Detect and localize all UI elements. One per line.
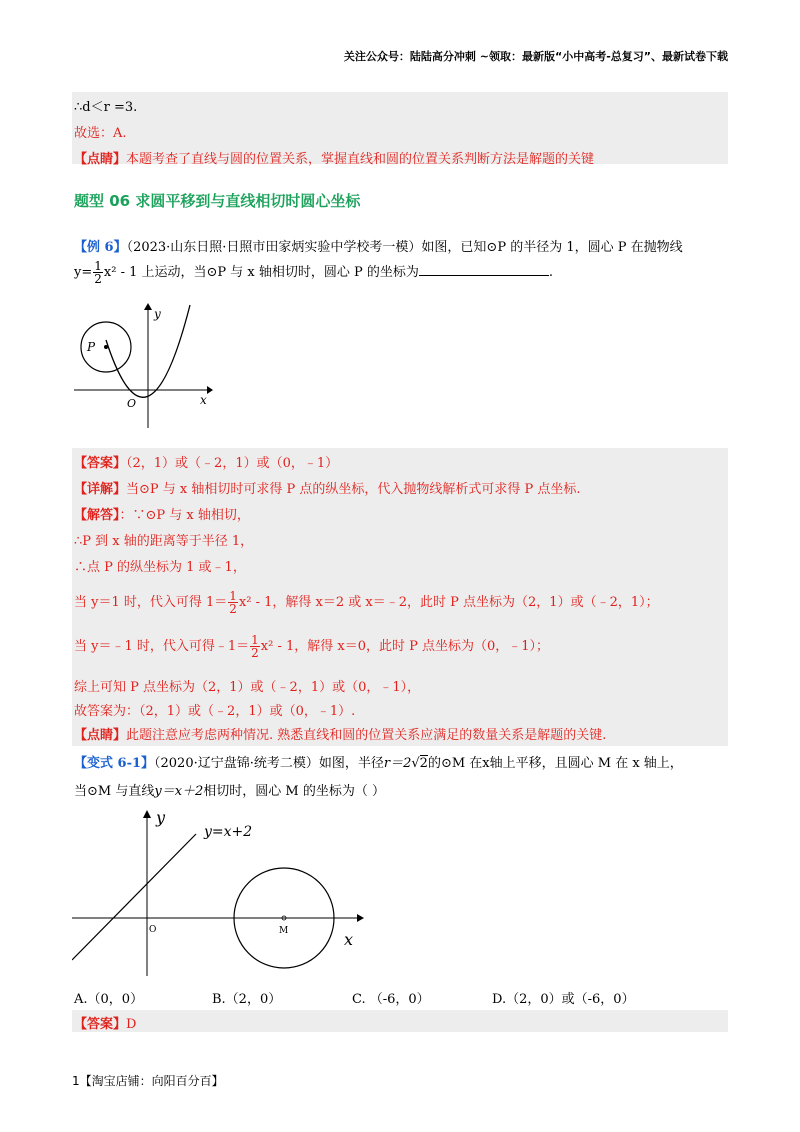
fraction-half-3 xyxy=(250,634,260,659)
line-equation: y＝x＋2 xyxy=(154,784,204,799)
variant-6-1-line1 xyxy=(74,752,683,771)
sqrt-symbol: √ xyxy=(411,756,420,771)
example-text: （2023·山东日照·日照市田家炳实验中学校考一模）如图，已知⊙P 的半径为 1，圆心 P 在抛物线 xyxy=(126,240,683,255)
y-axis-arrow-2 xyxy=(143,810,151,818)
option-b: B.（2，0） xyxy=(212,992,282,1007)
answer-6-line xyxy=(74,452,338,471)
variant-answer-line xyxy=(74,1013,136,1032)
label-p: P xyxy=(87,340,96,354)
label-o: O xyxy=(127,397,137,410)
frac-den-2: 2 xyxy=(229,602,237,616)
solve-step-3 xyxy=(74,590,659,615)
fraction-half-2 xyxy=(228,590,238,615)
frac-num-2: 1 xyxy=(229,589,237,603)
answer-var-box xyxy=(72,1010,728,1032)
detail-tag: 【详解】 xyxy=(74,482,127,497)
step4-pre: 当 y＝﹣1 时，代入可得﹣1＝ xyxy=(74,639,250,654)
prev-dianjing xyxy=(74,148,594,167)
solve-tag: 【解答】 xyxy=(74,508,120,523)
detail-line xyxy=(74,478,581,497)
variant-tag: 【变式 6-1】 xyxy=(74,756,155,771)
option-a: A.（0，0） xyxy=(74,992,144,1007)
section-title: 题型 06 求圆平移到与直线相切时圆心坐标 xyxy=(74,192,361,210)
step4-post: x² - 1，解得 x＝0，此时 P 点坐标为（0，﹣1）； xyxy=(260,639,550,654)
label-line: y=x+2 xyxy=(204,824,253,840)
center-p xyxy=(104,345,108,349)
example-6-line2 xyxy=(74,260,553,285)
fraction-half xyxy=(93,260,103,285)
radius-expr: r＝2 xyxy=(383,756,412,771)
answer-tag: 【答案】 xyxy=(74,456,127,471)
step3-post: x² - 1，解得 x＝2 或 x＝﹣2，此时 P 点坐标为（2，1）或（﹣2，1）； xyxy=(238,595,659,610)
variant-text-c: 当⊙M 与直线 xyxy=(74,784,155,799)
sqrt-radicand: 2 xyxy=(419,756,428,771)
label-x-2: x xyxy=(344,930,354,949)
y-axis-arrow xyxy=(144,303,152,310)
option-c: C. （-6，0） xyxy=(352,992,430,1007)
prev-conclusion: ∴d＜r =3. xyxy=(74,100,138,115)
prev-choice: 故选：A. xyxy=(74,126,127,141)
option-d: D.（2，0）或（-6，0） xyxy=(492,992,635,1007)
page-footer: 1【淘宝店铺：向阳百分百】 xyxy=(72,1074,224,1088)
variant-text-d: 相切时，圆心 M 的坐标为（ ） xyxy=(203,784,386,799)
variant-text-b: 的⊙M 在x轴上平移，且圆心 M 在 x 轴上， xyxy=(427,756,683,771)
dianjing-text-2: 此题注意应考虑两种情况. 熟悉直线和圆的位置关系应满足的数量关系是解题的关键. xyxy=(126,728,607,743)
x-axis-arrow-2 xyxy=(357,914,364,922)
dianjing-text: 本题考查了直线与圆的位置关系，掌握直线和圆的位置关系判断方法是解题的关键 xyxy=(126,152,595,167)
solve-text: ：∵⊙P 与 x 轴相切， xyxy=(119,508,250,523)
variant-text-a: （2020·辽宁盘锦·统考二模）如图，半径 xyxy=(154,756,384,771)
formula-y: y= xyxy=(74,265,93,280)
dianjing-line xyxy=(74,724,606,743)
example-tag: 【例 6】 xyxy=(74,240,127,255)
circle-line-figure xyxy=(72,808,372,978)
label-m: M xyxy=(279,926,289,936)
frac-num-3: 1 xyxy=(251,633,259,647)
page-header: 关注公众号：陆陆高分冲刺 ~领取：最新版“小中高考-总复习”、最新试卷下载 xyxy=(343,50,728,63)
frac-num: 1 xyxy=(94,259,102,273)
solve-step-1: ∴P 到 x 轴的距离等于半径 1， xyxy=(74,534,254,549)
variant-6-1-line2 xyxy=(74,780,385,799)
variant-answer-text: D xyxy=(126,1017,137,1032)
step3-pre: 当 y＝1 时，代入可得 1＝ xyxy=(74,595,228,610)
frac-den-3: 2 xyxy=(251,646,259,660)
label-x: x xyxy=(200,393,207,407)
label-o-2: O xyxy=(149,925,157,935)
answer-text: （2，1）或（﹣2，1）或（0，﹣1） xyxy=(126,456,339,471)
solve-step-2: ∴点 P 的纵坐标为 1 或﹣1， xyxy=(74,560,246,575)
frac-den: 2 xyxy=(94,272,102,286)
x-axis-arrow xyxy=(207,386,213,394)
label-y-2: y xyxy=(156,808,166,827)
example-text-2: x² - 1 上运动，当⊙P 与 x 轴相切时，圆心 P 的坐标为 xyxy=(103,265,419,280)
variant-answer-tag: 【答案】 xyxy=(74,1017,127,1032)
dianjing-tag-2: 【点睛】 xyxy=(74,728,127,743)
solve-step-4 xyxy=(74,634,549,659)
detail-text: 当⊙P 与 x 轴相切时可求得 P 点的纵坐标，代入抛物线解析式可求得 P 点坐标. xyxy=(126,482,581,497)
example-6-line1 xyxy=(74,236,683,255)
answer-blank xyxy=(419,263,549,276)
line-y-equals-x-plus-2 xyxy=(72,834,196,960)
solve-step-6: 故答案为：（2，1）或（﹣2，1）或（0，﹣1）. xyxy=(74,704,356,719)
solve-step-5: 综上可知 P 点坐标为（2，1）或（﹣2，1）或（0，﹣1）， xyxy=(74,680,421,695)
period: . xyxy=(548,265,554,280)
solve-line xyxy=(74,504,250,523)
label-y: y xyxy=(154,307,161,321)
dianjing-tag: 【点睛】 xyxy=(74,152,127,167)
parabola-figure xyxy=(72,300,222,430)
